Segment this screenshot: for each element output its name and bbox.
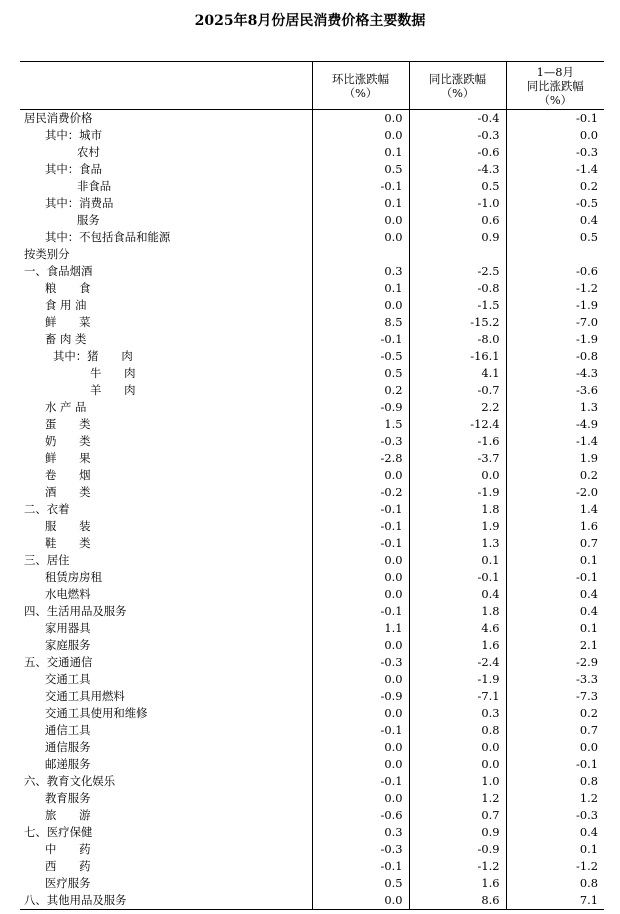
table-row xyxy=(20,382,604,399)
table-row xyxy=(20,212,604,229)
row-label-cell xyxy=(20,654,312,671)
row-label: 水 产 品 xyxy=(45,400,87,414)
table-row xyxy=(20,637,604,654)
table-row xyxy=(20,178,604,195)
row-label-cell xyxy=(20,603,312,620)
header-mom-line2: （%） xyxy=(343,85,378,100)
row-ytd-value: -2.0 xyxy=(506,484,604,501)
row-ytd-value: 1.2 xyxy=(506,790,604,807)
row-yoy-value: -7.1 xyxy=(409,688,506,705)
row-mom-value: -0.5 xyxy=(312,348,409,365)
row-mom-value: -0.1 xyxy=(312,331,409,348)
row-label: 三、居住 xyxy=(24,553,70,567)
row-label-cell xyxy=(20,144,312,161)
header-yoy-line1: 同比涨跌幅 xyxy=(429,71,486,86)
table-row xyxy=(20,773,604,790)
row-label: 四、生活用品及服务 xyxy=(24,604,127,618)
header-yoy-line2: （%） xyxy=(440,85,475,100)
row-mom-value: -0.1 xyxy=(312,518,409,535)
row-ytd-value: 0.2 xyxy=(506,178,604,195)
row-mom-value xyxy=(312,246,409,263)
row-mom-value: -0.9 xyxy=(312,399,409,416)
row-ytd-value: -1.2 xyxy=(506,858,604,875)
row-yoy-value: 0.9 xyxy=(409,229,506,246)
row-yoy-value: -15.2 xyxy=(409,314,506,331)
row-label: 教育服务 xyxy=(45,791,91,805)
row-mom-value: -0.3 xyxy=(312,654,409,671)
header-mom xyxy=(312,62,409,110)
row-yoy-value: 1.0 xyxy=(409,773,506,790)
table-row xyxy=(20,535,604,552)
row-ytd-value: 1.9 xyxy=(506,450,604,467)
table-row xyxy=(20,603,604,620)
row-yoy-value: -0.7 xyxy=(409,382,506,399)
table-row xyxy=(20,161,604,178)
header-ytd-line1: 1—8月 xyxy=(536,64,574,79)
row-label: 其中：消费品 xyxy=(45,196,114,210)
row-label: 水电燃料 xyxy=(45,587,91,601)
header-ytd-line2: 同比涨跌幅 xyxy=(526,78,584,93)
row-label: 六、教育文化娱乐 xyxy=(24,774,116,788)
row-ytd-value: -4.9 xyxy=(506,416,604,433)
row-label: 通信工具 xyxy=(45,723,91,737)
row-ytd-value: 0.4 xyxy=(506,603,604,620)
row-label-cell xyxy=(20,195,312,212)
row-label: 家用器具 xyxy=(45,621,91,635)
row-label-cell xyxy=(20,280,312,297)
table-row xyxy=(20,586,604,603)
row-label: 五、交通通信 xyxy=(24,655,93,669)
row-mom-value: 0.0 xyxy=(312,110,409,128)
row-label-cell xyxy=(20,331,312,348)
row-label: 其中：城市 xyxy=(45,128,102,142)
row-label-cell xyxy=(20,841,312,858)
table-body xyxy=(20,110,604,910)
row-label-cell xyxy=(20,110,312,128)
row-label: 通信服务 xyxy=(45,740,91,754)
row-ytd-value: -7.0 xyxy=(506,314,604,331)
row-ytd-value: -0.3 xyxy=(506,807,604,824)
row-yoy-value: -1.6 xyxy=(409,433,506,450)
row-ytd-value: 0.1 xyxy=(506,841,604,858)
row-label: 卷 烟 xyxy=(45,468,91,482)
row-label: 二、衣着 xyxy=(24,502,70,516)
row-yoy-value: 0.6 xyxy=(409,212,506,229)
row-label-cell xyxy=(20,739,312,756)
row-mom-value: -0.1 xyxy=(312,722,409,739)
row-mom-value: 0.3 xyxy=(312,263,409,280)
row-mom-value: 8.5 xyxy=(312,314,409,331)
row-yoy-value: -1.5 xyxy=(409,297,506,314)
table-row xyxy=(20,365,604,382)
row-mom-value: 0.0 xyxy=(312,229,409,246)
row-yoy-value: 1.9 xyxy=(409,518,506,535)
row-label: 交通工具 xyxy=(45,672,91,686)
row-ytd-value: 0.4 xyxy=(506,212,604,229)
row-ytd-value: -3.6 xyxy=(506,382,604,399)
row-label-cell xyxy=(20,892,312,910)
table-row xyxy=(20,433,604,450)
row-yoy-value: -2.4 xyxy=(409,654,506,671)
row-label-cell xyxy=(20,297,312,314)
row-mom-value: 0.0 xyxy=(312,637,409,654)
row-yoy-value: 0.8 xyxy=(409,722,506,739)
row-label-cell xyxy=(20,790,312,807)
table-row xyxy=(20,229,604,246)
row-mom-value: 0.3 xyxy=(312,824,409,841)
row-yoy-value: 2.2 xyxy=(409,399,506,416)
table-row xyxy=(20,314,604,331)
row-yoy-value: -0.3 xyxy=(409,127,506,144)
row-yoy-value: -4.3 xyxy=(409,161,506,178)
table-row xyxy=(20,671,604,688)
row-ytd-value: 0.2 xyxy=(506,705,604,722)
row-label-cell xyxy=(20,858,312,875)
row-ytd-value: 0.0 xyxy=(506,739,604,756)
row-label: 其中：猪 肉 xyxy=(53,349,133,363)
table-row xyxy=(20,246,604,263)
row-mom-value: 0.0 xyxy=(312,467,409,484)
row-ytd-value: -1.9 xyxy=(506,331,604,348)
table-row xyxy=(20,110,604,128)
table-row xyxy=(20,331,604,348)
row-ytd-value: -0.6 xyxy=(506,263,604,280)
row-label-cell xyxy=(20,399,312,416)
page-title: 2025年8月份居民消费价格主要数据 xyxy=(194,13,426,29)
row-mom-value: 0.0 xyxy=(312,892,409,910)
row-label: 酒 类 xyxy=(45,485,91,499)
row-yoy-value: -12.4 xyxy=(409,416,506,433)
row-label: 租赁房房租 xyxy=(45,570,102,584)
row-label: 按类别分 xyxy=(24,247,70,261)
row-ytd-value: 0.7 xyxy=(506,535,604,552)
row-label: 粮 食 xyxy=(45,281,91,295)
row-label: 鲜 果 xyxy=(45,451,91,465)
table-row xyxy=(20,569,604,586)
row-label-cell xyxy=(20,637,312,654)
row-yoy-value: 4.6 xyxy=(409,620,506,637)
header-ytd-line3: （%） xyxy=(538,92,573,107)
row-mom-value: 0.1 xyxy=(312,195,409,212)
row-mom-value: 0.1 xyxy=(312,144,409,161)
row-ytd-value: 2.1 xyxy=(506,637,604,654)
row-yoy-value: 0.1 xyxy=(409,552,506,569)
row-label-cell xyxy=(20,161,312,178)
table-row xyxy=(20,399,604,416)
row-mom-value: 0.0 xyxy=(312,756,409,773)
row-label: 其中：不包括食品和能源 xyxy=(45,230,171,244)
row-label: 医疗服务 xyxy=(45,876,91,890)
header-ytd xyxy=(506,62,604,110)
row-label: 鞋 类 xyxy=(45,536,91,550)
row-yoy-value: 0.4 xyxy=(409,586,506,603)
row-ytd-value: -1.9 xyxy=(506,297,604,314)
row-mom-value: -0.3 xyxy=(312,841,409,858)
row-label-cell xyxy=(20,382,312,399)
table-row xyxy=(20,756,604,773)
row-ytd-value xyxy=(506,246,604,263)
table-row xyxy=(20,348,604,365)
table-row xyxy=(20,875,604,892)
row-label: 羊 肉 xyxy=(90,383,136,397)
table-row xyxy=(20,858,604,875)
table-row xyxy=(20,467,604,484)
row-ytd-value: 1.4 xyxy=(506,501,604,518)
row-yoy-value: -1.9 xyxy=(409,484,506,501)
row-ytd-value: 0.1 xyxy=(506,620,604,637)
row-mom-value: 0.5 xyxy=(312,365,409,382)
row-label-cell xyxy=(20,127,312,144)
row-mom-value: 1.1 xyxy=(312,620,409,637)
row-mom-value: -0.1 xyxy=(312,501,409,518)
row-label-cell xyxy=(20,688,312,705)
row-yoy-value: 8.6 xyxy=(409,892,506,910)
table-header-row xyxy=(20,62,604,110)
row-label: 旅 游 xyxy=(45,808,91,822)
row-yoy-value: 0.7 xyxy=(409,807,506,824)
row-label-cell xyxy=(20,416,312,433)
row-label-cell xyxy=(20,620,312,637)
cpi-table xyxy=(20,61,604,910)
row-label: 奶 类 xyxy=(45,434,91,448)
row-yoy-value: -16.1 xyxy=(409,348,506,365)
row-ytd-value: 0.7 xyxy=(506,722,604,739)
row-label: 一、食品烟酒 xyxy=(24,264,93,278)
row-mom-value: 0.1 xyxy=(312,280,409,297)
row-label-cell xyxy=(20,229,312,246)
row-ytd-value: 1.6 xyxy=(506,518,604,535)
row-label-cell xyxy=(20,569,312,586)
row-ytd-value: -0.3 xyxy=(506,144,604,161)
row-mom-value: -0.1 xyxy=(312,858,409,875)
row-label-cell xyxy=(20,348,312,365)
table-row xyxy=(20,195,604,212)
row-label: 家庭服务 xyxy=(45,638,91,652)
row-label-cell xyxy=(20,501,312,518)
row-yoy-value: 0.0 xyxy=(409,739,506,756)
row-label-cell xyxy=(20,824,312,841)
row-yoy-value: 1.6 xyxy=(409,637,506,654)
row-ytd-value: 0.8 xyxy=(506,773,604,790)
row-label-cell xyxy=(20,586,312,603)
row-yoy-value: 0.9 xyxy=(409,824,506,841)
table-row xyxy=(20,501,604,518)
row-label-cell xyxy=(20,212,312,229)
row-label: 牛 肉 xyxy=(90,366,136,380)
row-yoy-value xyxy=(409,246,506,263)
table-row xyxy=(20,892,604,910)
row-label: 蛋 类 xyxy=(45,417,91,431)
row-label: 七、医疗保健 xyxy=(24,825,93,839)
row-mom-value: 0.2 xyxy=(312,382,409,399)
table-row xyxy=(20,705,604,722)
row-mom-value: -0.2 xyxy=(312,484,409,501)
row-yoy-value: 1.8 xyxy=(409,603,506,620)
table-row xyxy=(20,263,604,280)
row-ytd-value: 7.1 xyxy=(506,892,604,910)
row-ytd-value: 0.5 xyxy=(506,229,604,246)
row-label: 其中：食品 xyxy=(45,162,102,176)
table-row xyxy=(20,450,604,467)
row-mom-value: 0.0 xyxy=(312,705,409,722)
row-yoy-value: -0.9 xyxy=(409,841,506,858)
row-label: 服 装 xyxy=(45,519,91,533)
row-mom-value: 0.0 xyxy=(312,552,409,569)
row-mom-value: 0.0 xyxy=(312,586,409,603)
row-label: 邮递服务 xyxy=(45,757,91,771)
row-yoy-value: -1.2 xyxy=(409,858,506,875)
row-label-cell xyxy=(20,518,312,535)
row-yoy-value: -0.1 xyxy=(409,569,506,586)
row-mom-value: -0.1 xyxy=(312,773,409,790)
row-mom-value: -0.1 xyxy=(312,535,409,552)
table-row xyxy=(20,739,604,756)
row-label-cell xyxy=(20,552,312,569)
table-row xyxy=(20,824,604,841)
row-mom-value: 0.5 xyxy=(312,875,409,892)
row-yoy-value: -1.9 xyxy=(409,671,506,688)
row-label-cell xyxy=(20,314,312,331)
row-yoy-value: 0.0 xyxy=(409,756,506,773)
table-row xyxy=(20,841,604,858)
table-row xyxy=(20,297,604,314)
row-yoy-value: -3.7 xyxy=(409,450,506,467)
row-mom-value: -2.8 xyxy=(312,450,409,467)
row-label: 交通工具用燃料 xyxy=(45,689,125,703)
row-ytd-value: -0.1 xyxy=(506,756,604,773)
row-label: 中 药 xyxy=(45,842,91,856)
table-row xyxy=(20,807,604,824)
row-label: 畜 肉 类 xyxy=(45,332,87,346)
row-yoy-value: 1.2 xyxy=(409,790,506,807)
row-ytd-value: -1.4 xyxy=(506,433,604,450)
row-ytd-value: -1.4 xyxy=(506,161,604,178)
table-row xyxy=(20,416,604,433)
row-label: 农村 xyxy=(77,145,100,159)
table-row xyxy=(20,552,604,569)
row-label: 服务 xyxy=(77,213,100,227)
row-yoy-value: -1.0 xyxy=(409,195,506,212)
row-ytd-value: -0.5 xyxy=(506,195,604,212)
table-row xyxy=(20,688,604,705)
row-mom-value: 0.0 xyxy=(312,127,409,144)
row-mom-value: -0.9 xyxy=(312,688,409,705)
row-label: 食 用 油 xyxy=(45,298,87,312)
row-yoy-value: 0.3 xyxy=(409,705,506,722)
row-label-cell xyxy=(20,246,312,263)
row-yoy-value: 0.5 xyxy=(409,178,506,195)
row-mom-value: -0.3 xyxy=(312,433,409,450)
row-ytd-value: 0.4 xyxy=(506,824,604,841)
row-ytd-value: -3.3 xyxy=(506,671,604,688)
row-yoy-value: -2.5 xyxy=(409,263,506,280)
row-ytd-value: -0.8 xyxy=(506,348,604,365)
row-mom-value: 0.0 xyxy=(312,297,409,314)
row-label: 八、其他用品及服务 xyxy=(24,893,127,907)
table-row xyxy=(20,484,604,501)
row-mom-value: 0.0 xyxy=(312,212,409,229)
row-label-cell xyxy=(20,671,312,688)
row-ytd-value: 0.4 xyxy=(506,586,604,603)
header-mom-line1: 环比涨跌幅 xyxy=(332,71,389,86)
row-ytd-value: -4.3 xyxy=(506,365,604,382)
row-label: 非食品 xyxy=(77,179,112,193)
row-label-cell xyxy=(20,365,312,382)
row-label-cell xyxy=(20,756,312,773)
row-ytd-value: -2.9 xyxy=(506,654,604,671)
table-row xyxy=(20,790,604,807)
row-mom-value: -0.6 xyxy=(312,807,409,824)
header-yoy xyxy=(409,62,506,110)
table-row xyxy=(20,280,604,297)
row-ytd-value: 0.2 xyxy=(506,467,604,484)
row-label-cell xyxy=(20,875,312,892)
row-ytd-value: -7.3 xyxy=(506,688,604,705)
row-yoy-value: 1.6 xyxy=(409,875,506,892)
row-yoy-value: 4.1 xyxy=(409,365,506,382)
table-row xyxy=(20,518,604,535)
row-mom-value: 0.0 xyxy=(312,569,409,586)
row-label-cell xyxy=(20,484,312,501)
header-blank-cell xyxy=(20,62,312,110)
row-label: 西 药 xyxy=(45,859,91,873)
row-label-cell xyxy=(20,535,312,552)
row-label-cell xyxy=(20,705,312,722)
row-mom-value: 0.0 xyxy=(312,790,409,807)
row-ytd-value: -0.1 xyxy=(506,569,604,586)
row-yoy-value: -0.8 xyxy=(409,280,506,297)
row-label: 居民消费价格 xyxy=(24,111,93,125)
row-yoy-value: 1.8 xyxy=(409,501,506,518)
row-ytd-value: -0.1 xyxy=(506,110,604,128)
row-mom-value: 0.0 xyxy=(312,739,409,756)
row-label: 鲜 菜 xyxy=(45,315,91,329)
table-row xyxy=(20,144,604,161)
row-label-cell xyxy=(20,433,312,450)
row-ytd-value: 0.1 xyxy=(506,552,604,569)
row-label-cell xyxy=(20,807,312,824)
row-yoy-value: 0.0 xyxy=(409,467,506,484)
row-label: 交通工具使用和维修 xyxy=(45,706,148,720)
row-ytd-value: -1.2 xyxy=(506,280,604,297)
row-label-cell xyxy=(20,722,312,739)
row-mom-value: -0.1 xyxy=(312,603,409,620)
row-mom-value: 1.5 xyxy=(312,416,409,433)
table-row xyxy=(20,654,604,671)
row-yoy-value: -0.4 xyxy=(409,110,506,128)
row-mom-value: 0.0 xyxy=(312,671,409,688)
row-label-cell xyxy=(20,263,312,280)
row-ytd-value: 1.3 xyxy=(506,399,604,416)
row-yoy-value: 1.3 xyxy=(409,535,506,552)
table-row xyxy=(20,722,604,739)
table-row xyxy=(20,127,604,144)
row-yoy-value: -0.6 xyxy=(409,144,506,161)
table-row xyxy=(20,620,604,637)
row-mom-value: -0.1 xyxy=(312,178,409,195)
row-label-cell xyxy=(20,467,312,484)
row-ytd-value: 0.8 xyxy=(506,875,604,892)
row-label-cell xyxy=(20,773,312,790)
row-label-cell xyxy=(20,178,312,195)
row-mom-value: 0.5 xyxy=(312,161,409,178)
row-label-cell xyxy=(20,450,312,467)
row-yoy-value: -8.0 xyxy=(409,331,506,348)
row-ytd-value: 0.0 xyxy=(506,127,604,144)
